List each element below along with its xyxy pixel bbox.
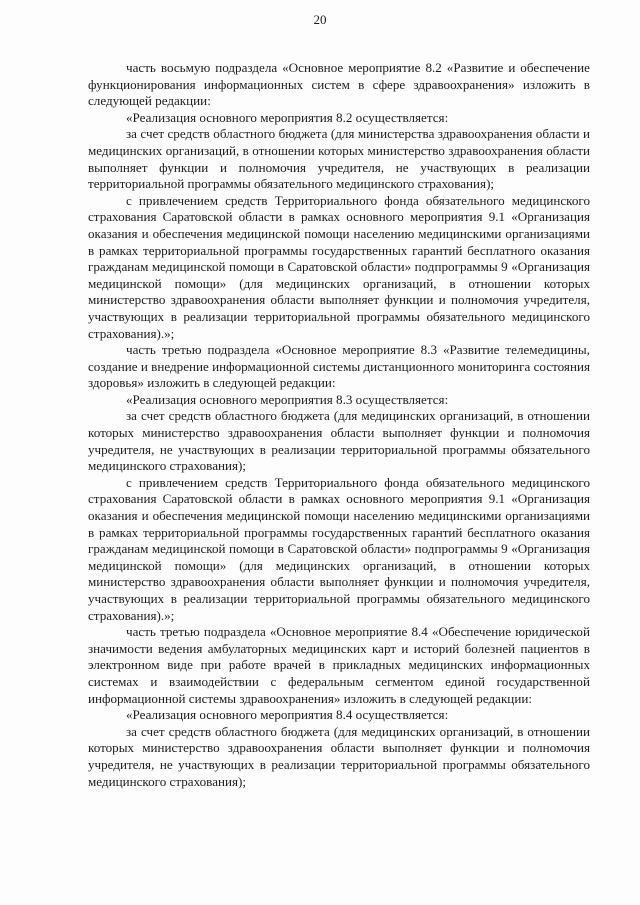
paragraph-implementation-8-4: «Реализация основного мероприятия 8.4 осуществляется: bbox=[126, 707, 449, 723]
paragraph-implementation-8-3: «Реализация основного мероприятия 8.3 осуществляется: bbox=[126, 391, 449, 407]
paragraph-regional-budget-8-2: за счет средств областного бюджета (для министерства здравоохранения области и медицинских организаций, в отношении которых министерство здравоохранения области выполняет функции и полномочия учредителя, не участвующих в реализации территориальной программы обязательного медицинского страхования); bbox=[88, 126, 590, 192]
paragraph-territorial-fund-8-2: с привлечением средств Территориального фонда обязательного медицинского страхования Саратовской области в рамках основного мероприятия 9.1 «Организация оказания и обеспечения медицинской помощи населению медицинскими организациями в рамках территориальной программы государственных гарантий бесплатного оказания гражданам медицинской помощи в Саратовской области» подпрограммы 9 «Организация медицинской помощи» (для медицинских организаций, в отношении которых министерство здравоохранения области выполняет функции и полномочия учредителя, участвующих в реализации территориальной программы обязательного медицинского страхования).»; bbox=[88, 192, 590, 341]
paragraph-amend-8-2: часть восьмую подраздела «Основное мероприятие 8.2 «Развитие и обеспечение функционирования информационных систем в сфере здравоохранения» изложить в следующей редакции: bbox=[88, 60, 590, 109]
document-body bbox=[88, 60, 590, 790]
paragraph-regional-budget-8-4: за счет средств областного бюджета (для медицинских организаций, в отношении которых министерство здравоохранения области выполняет функции и полномочия учредителя, не участвующих в реализации территориальной программы обязательного медицинского страхования); bbox=[88, 723, 590, 789]
paragraph-amend-8-4: часть третью подраздела «Основное мероприятие 8.4 «Обеспечение юридической значимости ведения амбулаторных медицинских карт и историй болезней пациентов в электронном виде при работе врачей в прикладных медицинских информационных системах и взаимодействии с федеральным сегментом единой государственной информационной системы здравоохранения» изложить в следующей редакции: bbox=[88, 624, 590, 706]
paragraph-implementation-8-2: «Реализация основного мероприятия 8.2 осуществляется: bbox=[126, 109, 449, 125]
paragraph-territorial-fund-8-3: с привлечением средств Территориального фонда обязательного медицинского страхования Саратовской области в рамках основного мероприятия 9.1 «Организация оказания и обеспечения медицинской помощи населению медицинскими организациями в рамках территориальной программы государственных гарантий бесплатного оказания гражданам медицинской помощи в Саратовской области» подпрограммы 9 «Организация медицинской помощи» (для медицинских организаций, в отношении которых министерство здравоохранения области выполняет функции и полномочия учредителя, участвующих в реализации территориальной программы обязательного медицинского страхования).»; bbox=[88, 474, 590, 623]
paragraph-regional-budget-8-3: за счет средств областного бюджета (для медицинских организаций, в отношении которых министерство здравоохранения области выполняет функции и полномочия учредителя, не участвующих в реализации территориальной программы обязательного медицинского страхования); bbox=[88, 408, 590, 474]
paragraph-amend-8-3: часть третью подраздела «Основное мероприятие 8.3 «Развитие телемедицины, создание и внедрение информационной системы дистанционного мониторинга состояния здоровья» изложить в следующей редакции: bbox=[88, 342, 590, 391]
page-number: 20 bbox=[313, 12, 327, 27]
